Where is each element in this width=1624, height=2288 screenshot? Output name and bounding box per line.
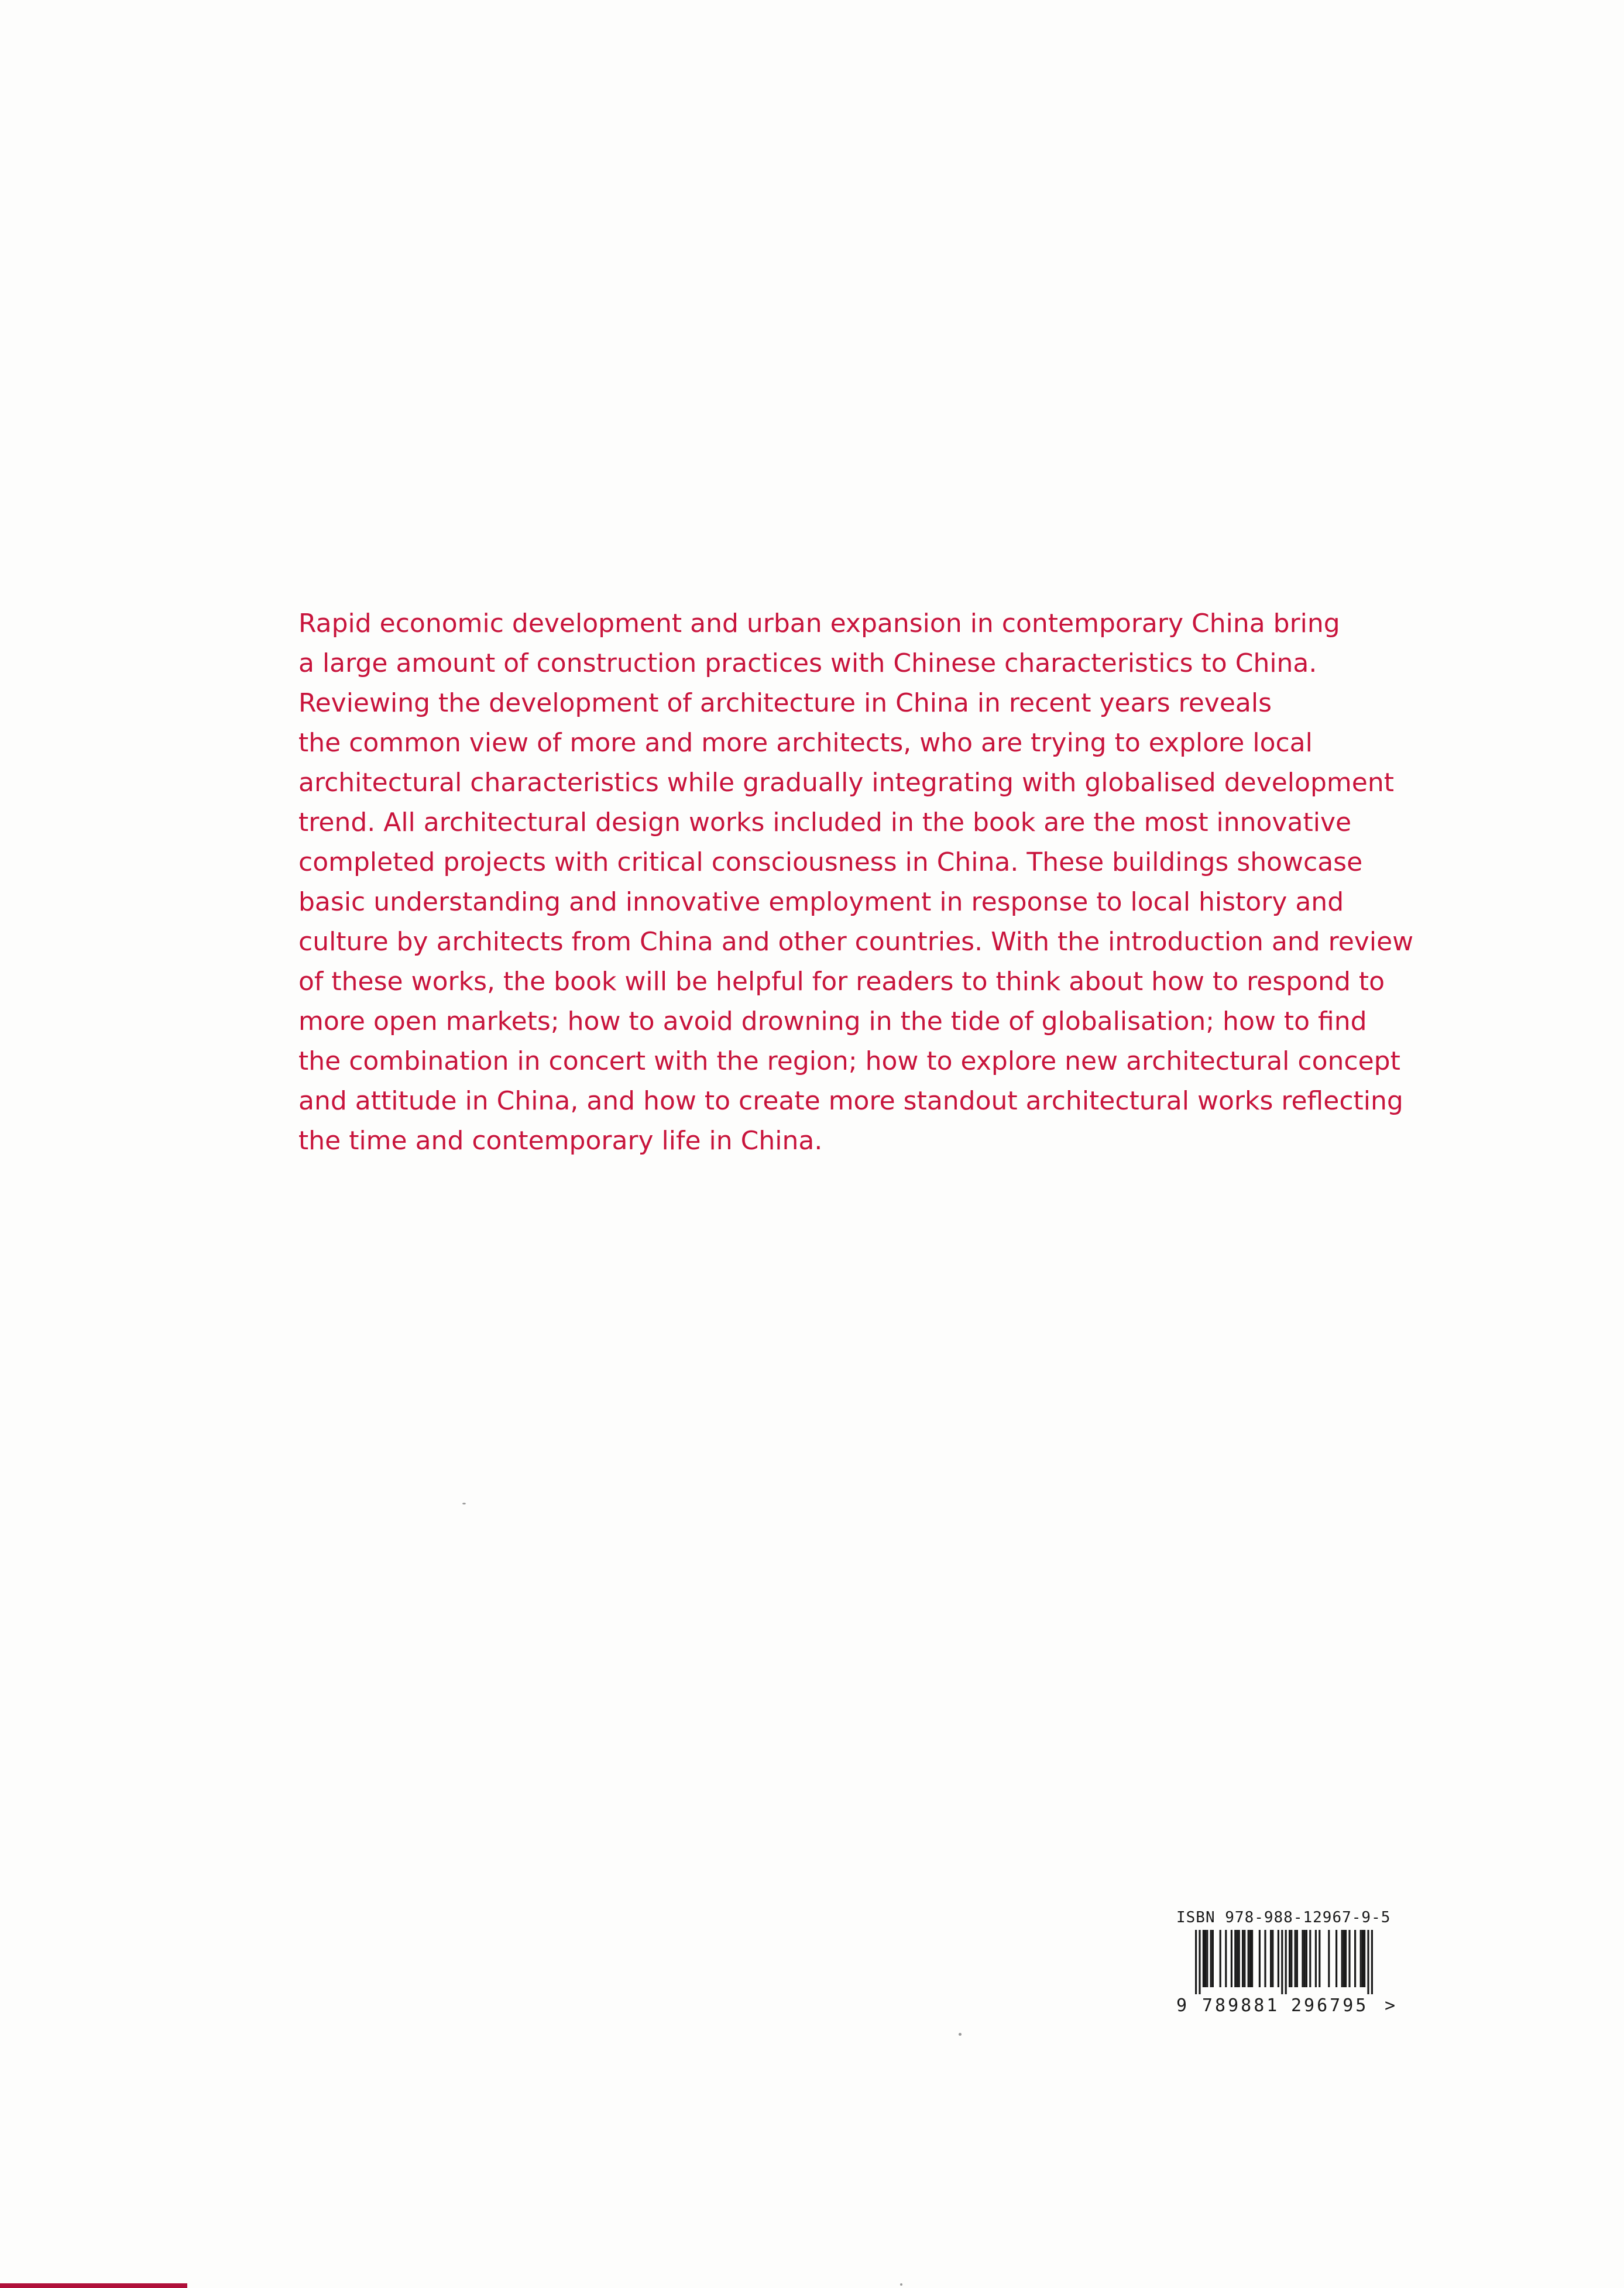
barcode-bar bbox=[1251, 1930, 1253, 1987]
barcode-bar bbox=[1220, 1930, 1221, 1987]
barcode-bar bbox=[1212, 1930, 1214, 1987]
barcode-bar bbox=[1367, 1930, 1369, 1994]
barcode-bar bbox=[1371, 1930, 1373, 1994]
barcode-bar bbox=[1242, 1930, 1244, 1987]
blurb-line: the common view of more and more architects, who are trying to explore local bbox=[298, 728, 1313, 758]
barcode-bar bbox=[1309, 1930, 1311, 1987]
barcode-bar bbox=[1345, 1930, 1347, 1987]
blurb-line: completed projects with critical consciousness in China. These buildings showcase bbox=[298, 847, 1363, 877]
cover-blurb bbox=[298, 604, 1414, 1161]
barcode-bar bbox=[1234, 1930, 1236, 1987]
barcode-bar bbox=[1295, 1930, 1296, 1987]
barcode-bar bbox=[1341, 1930, 1343, 1987]
blurb-line: trend. All architectural design works included in the book are the most innovative bbox=[298, 808, 1352, 837]
isbn-barcode bbox=[1176, 1909, 1399, 2026]
barcode-bar bbox=[1236, 1930, 1238, 1987]
blurb-line: and attitude in China, and how to create more standout architectural works reflecting bbox=[298, 1086, 1403, 1116]
barcode-bar bbox=[1328, 1930, 1330, 1987]
barcode-bar bbox=[1270, 1930, 1272, 1987]
blurb-line: of these works, the book will be helpful for readers to think about how to respond to bbox=[298, 967, 1385, 997]
barcode-bar bbox=[1306, 1930, 1307, 1987]
blurb-line: architectural characteristics while gradually integrating with globalised development bbox=[298, 768, 1394, 798]
blurb-line: basic understanding and innovative employment in response to local history and bbox=[298, 887, 1344, 917]
blurb-line: a large amount of construction practices with Chinese characteristics to China. bbox=[298, 648, 1317, 678]
barcode-bar bbox=[1302, 1930, 1303, 1987]
barcode-bar bbox=[1259, 1930, 1261, 1987]
barcode-bar bbox=[1264, 1930, 1266, 1987]
barcode-bar bbox=[1319, 1930, 1320, 1987]
barcode-left-digits: 789881 bbox=[1202, 1995, 1280, 2016]
barcode-quiet-zone-mark: > bbox=[1385, 1995, 1396, 2016]
barcode-bars bbox=[1183, 1930, 1382, 1994]
barcode-bar bbox=[1272, 1930, 1273, 1987]
barcode-bar bbox=[1364, 1930, 1365, 1987]
barcode-right-digits: 296795 bbox=[1291, 1995, 1369, 2016]
barcode-bar bbox=[1304, 1930, 1306, 1987]
blurb-line: culture by architects from China and other countries. With the introduction and review bbox=[298, 927, 1414, 957]
barcode-bar bbox=[1278, 1930, 1279, 1987]
barcode-bar bbox=[1360, 1930, 1362, 1987]
isbn-label: ISBN 978-988-12967-9-5 bbox=[1176, 1909, 1391, 1926]
blurb-line: Rapid economic development and urban expansion in contemporary China bring bbox=[298, 609, 1340, 638]
barcode-bar bbox=[1238, 1930, 1240, 1987]
barcode-bar bbox=[1289, 1930, 1290, 1987]
barcode-bar bbox=[1210, 1930, 1212, 1987]
barcode-bar bbox=[1296, 1930, 1298, 1987]
barcode-bar bbox=[1248, 1930, 1249, 1987]
barcode-bar bbox=[1348, 1930, 1350, 1987]
barcode-bar bbox=[1343, 1930, 1345, 1987]
print-speck bbox=[462, 1503, 466, 1504]
print-speck bbox=[959, 2033, 962, 2036]
blurb-line: Reviewing the development of architecture in China in recent years reveals bbox=[298, 688, 1272, 718]
barcode-bar bbox=[1281, 1930, 1283, 1994]
barcode-bar bbox=[1231, 1930, 1232, 1987]
barcode-bar bbox=[1315, 1930, 1317, 1987]
print-speck bbox=[900, 2283, 902, 2286]
barcode-bar bbox=[1206, 1930, 1208, 1987]
blurb-line: the time and contemporary life in China. bbox=[298, 1126, 823, 1156]
blurb-line: the combination in concert with the region; how to explore new architectural concept bbox=[298, 1046, 1400, 1076]
barcode-lead-digit: 9 bbox=[1176, 1995, 1187, 2016]
cover-edge-strip bbox=[0, 2283, 187, 2288]
barcode-bar bbox=[1290, 1930, 1292, 1987]
barcode-bar bbox=[1204, 1930, 1206, 1987]
barcode-bar bbox=[1244, 1930, 1245, 1987]
barcode-bar bbox=[1225, 1930, 1227, 1987]
barcode-bar bbox=[1335, 1930, 1337, 1987]
barcode-bar bbox=[1362, 1930, 1364, 1987]
barcode-bar bbox=[1354, 1930, 1356, 1987]
barcode-bar bbox=[1285, 1930, 1287, 1994]
barcode-bar bbox=[1195, 1930, 1197, 1994]
blurb-line: more open markets; how to avoid drowning in the tide of globalisation; how to find bbox=[298, 1006, 1367, 1036]
barcode-bar bbox=[1249, 1930, 1251, 1987]
barcode-bar bbox=[1199, 1930, 1200, 1994]
barcode-bar bbox=[1203, 1930, 1204, 1987]
